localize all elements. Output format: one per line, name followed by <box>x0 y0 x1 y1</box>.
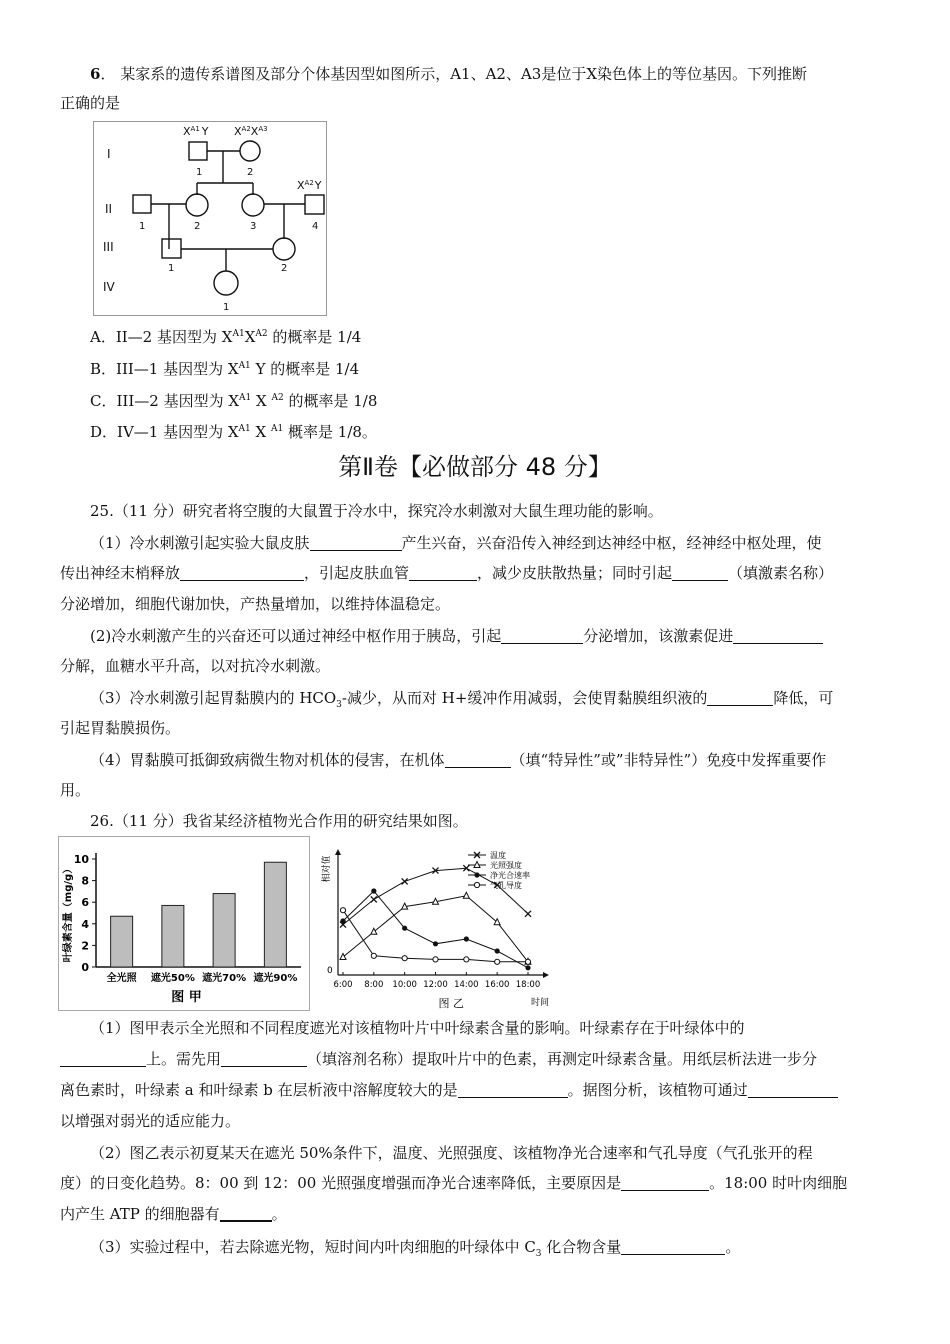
q25-p3-line2: 引起胃黏膜损伤。 <box>60 719 181 737</box>
x-tick-label: 6:00 <box>333 980 353 990</box>
II-4-male <box>305 195 324 214</box>
y-zero-label: 0 <box>327 966 333 976</box>
q6-option-d[interactable]: D．IV—1 基因型为 $X^{A1}$ X $^{A1}$ 概率是 1/8。 <box>90 423 377 441</box>
x-axis-label: 时间 <box>531 998 550 1008</box>
gen-label-IV: IV <box>103 280 115 294</box>
svg-text:2: 2 <box>281 263 288 274</box>
q25-p1-line2: 传出神经末梢释放 ，引起皮肤血管 ，减少皮肤散热量；同时引起 （填激素名称） <box>60 564 834 582</box>
y-axis-arrow <box>335 849 341 855</box>
x-axis-arrow <box>543 972 549 978</box>
point-光照强度-16:00 <box>494 919 500 925</box>
genotype-labels <box>183 125 322 192</box>
answer-blank[interactable] <box>748 1081 838 1098</box>
III-1-male <box>162 239 181 258</box>
chart-title: 图 甲 <box>171 990 202 1005</box>
q25-p4-line2: 用。 <box>60 781 91 799</box>
IV-1-female <box>214 271 238 295</box>
point-净光合速率-16:00 <box>495 948 500 953</box>
I-1-male <box>189 142 207 160</box>
y-tick-label: 6 <box>81 896 89 910</box>
x-tick-label: 遮光90% <box>253 973 298 984</box>
point-净光合速率-6:00 <box>340 918 345 923</box>
q26-p1-line4: 以增强对弱光的适应能力。 <box>60 1112 241 1130</box>
answer-blank[interactable] <box>310 534 402 551</box>
chart-title: 图 乙 <box>438 997 464 1010</box>
svg-text:4: 4 <box>312 221 319 232</box>
point-净光合速率-10:00 <box>402 926 407 931</box>
y-tick-label: 0 <box>81 961 89 974</box>
q6-option-c[interactable]: C．III—2 基因型为 $X^{A1}$ X $^{A2}$ 的概率是 1/8 <box>90 392 378 410</box>
q6-option-b[interactable]: B．III—1 基因型为 $X^{A1}$ Y 的概率是 1/4 <box>90 360 360 378</box>
q6-stem-line2: 正确的是 <box>60 94 121 112</box>
y-tick-label: 4 <box>81 917 89 931</box>
legend-label-光照强度: 光照强度 <box>490 861 522 870</box>
answer-blank[interactable] <box>60 1050 146 1067</box>
II-2-female <box>186 194 208 216</box>
legend-marker-净光合速率 <box>474 872 479 877</box>
point-光照强度-14:00 <box>463 892 469 898</box>
x-tick-label: 遮光70% <box>202 973 247 984</box>
bar-遮光50% <box>162 905 184 967</box>
bar-遮光90% <box>264 862 286 967</box>
point-气孔导度-16:00 <box>495 959 500 964</box>
q26-p2-line3: 内产生 ATP 的细胞器有 。 <box>60 1205 287 1223</box>
q6-option-a[interactable]: A．II—2 基因型为 $X^{A1}X^{A2}$ 的概率是 1/4 <box>90 328 362 346</box>
I-2-female <box>240 141 260 161</box>
point-气孔导度-12:00 <box>433 957 438 962</box>
answer-blank[interactable] <box>621 1238 725 1255</box>
svg-text:1: 1 <box>223 302 230 313</box>
q26-p1-line2: 上。需先用 （填溶剂名称）提取叶片中的色素，再测定叶绿素含量。用纸层析法进一步分 <box>60 1048 892 1070</box>
y-axis-label: 相对值 <box>322 855 332 883</box>
III-2-female <box>273 238 295 260</box>
point-净光合速率-18:00 <box>525 965 530 970</box>
y-axis-label: 叶绿素含量（mg/g） <box>63 863 74 963</box>
genotype-II4: $X^{A2}Y$ <box>297 179 322 192</box>
q25-p2-line1: (2)冷水刺激产生的兴奋还可以通过神经中枢作用于胰岛，引起 分泌增加，该激素促进 <box>90 625 892 647</box>
point-温度-8:00 <box>371 896 377 902</box>
y-tick-label: 10 <box>73 853 89 866</box>
point-净光合速率-8:00 <box>371 888 376 893</box>
point-气孔导度-10:00 <box>402 956 407 961</box>
point-气孔导度-14:00 <box>464 957 469 962</box>
gen-label-II: II <box>105 202 113 216</box>
gen-label-I: I <box>107 147 111 161</box>
q26-p2-line2: 度）的日变化趋势。8：00 到 12：00 光照强度增强而净光合速率降低，主要原因是 。18:00 时叶肉细胞 <box>60 1174 848 1192</box>
figure-yi-line-chart <box>318 847 556 1011</box>
q25-p3-line1: （3）冷水刺激引起胃黏膜内的 $HCO_3-$减少，从而对 H+缓冲作用减弱，会使胃黏膜组织液的 降低，可 <box>90 689 834 710</box>
point-净光合速率-14:00 <box>464 936 469 941</box>
point-净光合速率-12:00 <box>433 941 438 946</box>
x-tick-label: 14:00 <box>454 980 479 990</box>
answer-blank[interactable] <box>621 1174 709 1191</box>
x-tick-label: 全光照 <box>106 973 137 984</box>
q26-p1-line1: （1）图甲表示全光照和不同程度遮光对该植物叶片中叶绿素含量的影响。叶绿素存在于叶绿体中的 <box>90 1019 745 1037</box>
answer-blank[interactable] <box>220 1204 272 1222</box>
svg-text:1: 1 <box>139 221 146 232</box>
genotype-I2: $X^{A2}X^{A3}$ <box>234 125 268 138</box>
q26-p3-line1: （3）实验过程中，若去除遮光物，短时间内叶肉细胞的叶绿体中 $C_3$ 化合物含量 。 <box>90 1238 741 1259</box>
answer-blank[interactable] <box>707 689 773 706</box>
svg-text:1: 1 <box>168 263 175 274</box>
bar-全光照 <box>111 916 133 967</box>
II-3-female <box>242 194 264 216</box>
x-tick-label: 18:00 <box>515 980 541 990</box>
q26-p1-line3: 离色素时，叶绿素 a 和叶绿素 b 在层析液中溶解度较大的是 。据图分析，该植物可通过 <box>60 1079 892 1101</box>
q25-head: 25.（11 分）研究者将空腹的大鼠置于冷水中，探究冷水刺激对大鼠生理功能的影响。 <box>90 502 663 520</box>
section-title: 第Ⅱ卷【必做部分 48 分】 <box>338 453 612 481</box>
answer-blank[interactable] <box>733 627 823 644</box>
answer-blank[interactable] <box>672 564 728 581</box>
genotype-I1: $X^{A1}$ Y <box>183 125 209 138</box>
answer-blank[interactable] <box>409 564 477 581</box>
pedigree-figure <box>93 121 327 316</box>
q25-p1-line3: 分泌增加，细胞代谢加快，产热量增加，以维持体温稳定。 <box>60 595 451 613</box>
II-1-male <box>133 195 151 213</box>
x-tick-label: 遮光50% <box>150 973 195 984</box>
bar-遮光70% <box>213 894 235 967</box>
point-气孔导度-8:00 <box>371 953 376 958</box>
q26-head: 26.（11 分）我省某经济植物光合作用的研究结果如图。 <box>90 812 468 830</box>
legend-label-温度: 温度 <box>490 851 506 860</box>
answer-blank[interactable] <box>221 1050 307 1067</box>
q6-stem-line1: 6． 某家系的遗传系谱图及部分个体基因型如图所示，A1、A2、A3是位于X染色体上的等位基因。下列推断 <box>90 65 808 83</box>
answer-blank[interactable] <box>180 564 304 581</box>
point-光照强度-6:00 <box>340 954 346 960</box>
q25-p2-line2: 分解，血糖水平升高，以对抗冷水刺激。 <box>60 657 331 675</box>
answer-blank[interactable] <box>458 1081 568 1098</box>
q26-p2-line1: （2）图乙表示初夏某天在遮光 50%条件下，温度、光照强度、该植物净光合速率和气孔导度（气孔张开的程 <box>90 1144 813 1162</box>
series-line-气孔导度 <box>343 910 528 962</box>
svg-text:2: 2 <box>247 167 254 178</box>
y-tick-label: 8 <box>81 874 89 888</box>
legend-marker-气孔导度 <box>474 882 479 887</box>
x-tick-label: 10:00 <box>392 980 417 990</box>
point-温度-10:00 <box>402 878 408 884</box>
legend-label-气孔导度: 气孔导度 <box>490 881 522 890</box>
answer-blank[interactable] <box>445 751 511 768</box>
x-tick-label: 12:00 <box>423 980 448 990</box>
q25-p4-line1: （4）胃黏膜可抵御致病微生物对机体的侵害，在机体 （填“特异性”或”非特异性”）免疫中发挥重要作 <box>90 751 827 769</box>
x-tick-label: 8:00 <box>364 980 384 990</box>
pedigree-lines <box>133 141 324 295</box>
figure-jia-bar-chart <box>58 836 310 1011</box>
gen-label-III: III <box>103 240 114 254</box>
q25-p1-line1: （1）冷水刺激引起实验大鼠皮肤 产生兴奋，兴奋沿传入神经到达神经中枢，经神经中枢处理，使 <box>90 534 822 552</box>
svg-text:2: 2 <box>194 221 201 232</box>
y-tick-label: 2 <box>81 939 89 953</box>
svg-text:1: 1 <box>196 167 203 178</box>
answer-blank[interactable] <box>501 627 583 644</box>
legend-label-净光合速率: 净光合速率 <box>490 871 530 880</box>
point-气孔导度-6:00 <box>340 908 345 913</box>
point-气孔导度-18:00 <box>525 959 530 964</box>
x-tick-label: 16:00 <box>484 980 510 990</box>
q6-number: 6 <box>90 65 101 83</box>
q6-stem: 某家系的遗传系谱图及部分个体基因型如图所示，A1、A2、A3是位于X染色体上的等位基因。下列推断 <box>120 65 808 83</box>
point-温度-18:00 <box>525 911 531 917</box>
point-光照强度-8:00 <box>371 928 377 934</box>
svg-text:3: 3 <box>250 221 257 232</box>
